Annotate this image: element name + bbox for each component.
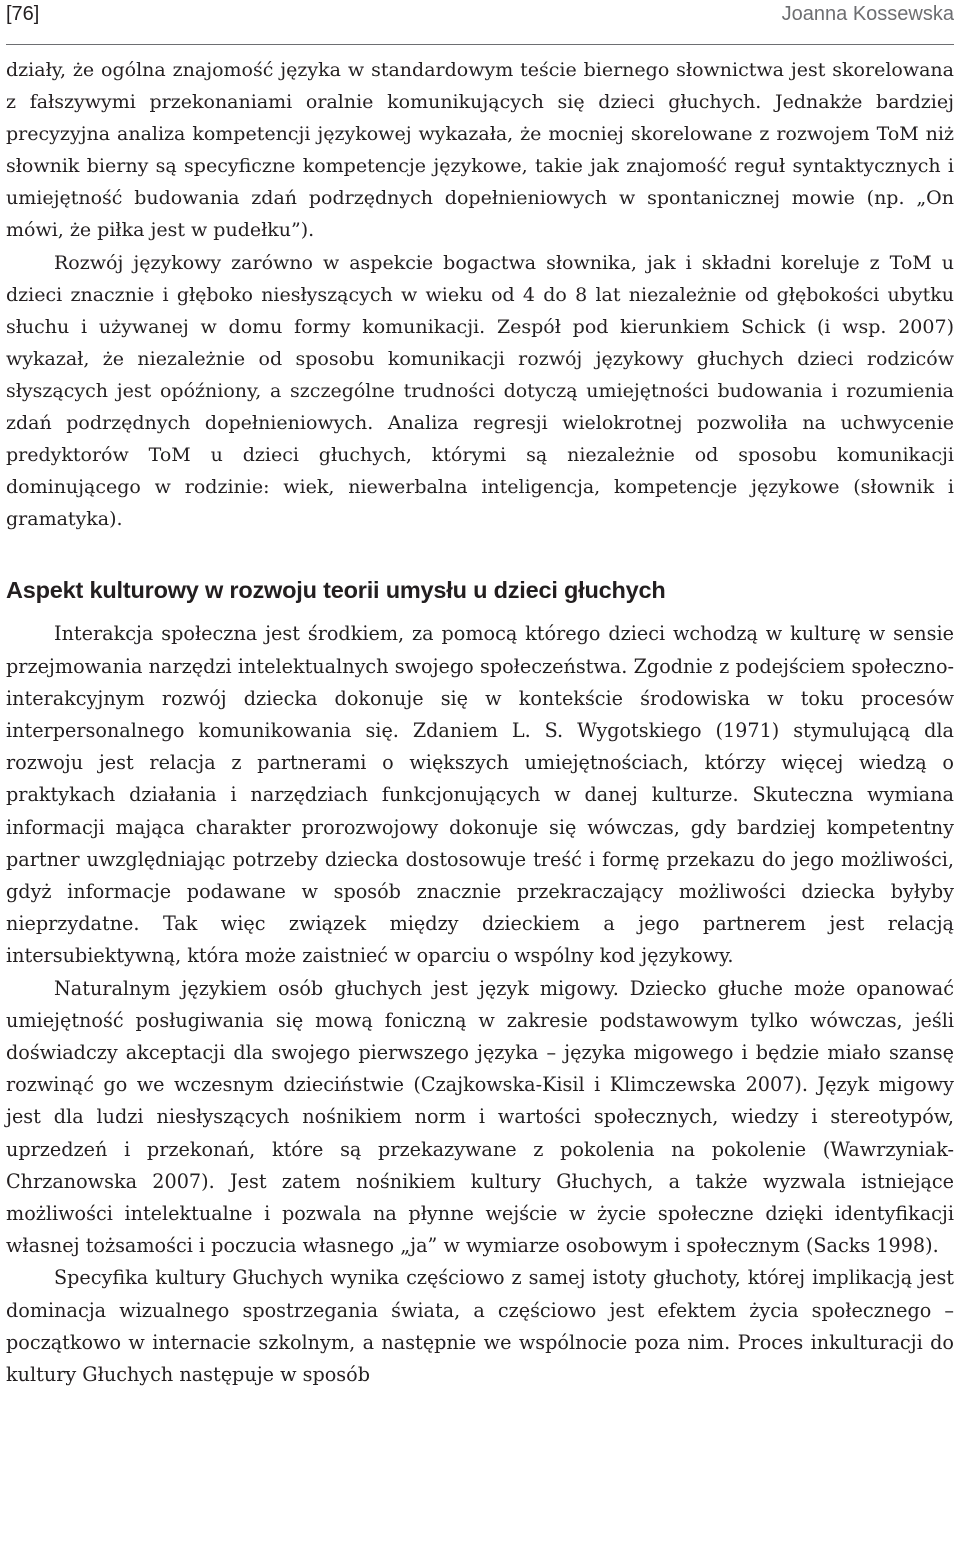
paragraph-social-interaction: Interakcja społeczna jest środkiem, za pomocą którego dzieci wchodzą w kulturę w sensie przejmowania narzędzi intelektualnych swojego społeczeństwa. Zgodnie z podejściem społeczno-interakcyjnym rozwój dziecka dokonuje się w kontekście środowiska w toku procesów interpersonalnego komunikowania się. Zdaniem L. S. Wygotskiego (1971) stymulującą dla rozwoju jest relacja z partnerami o większych umiejętnościach, którzy więcej wiedzą o praktykach działania i narzędziach funkcjonujących w danej kulturze. Skuteczna wymiana informacji mająca charakter prorozwojowy dokonuje się wówczas, gdy bardziej kompetentny partner uwzględniając potrzeby dziecka dostosowuje treść i formę przekazu do jego możliwości, gdyż informacje podawane w sposób znacznie przekraczający możliwości dziecka byłyby nieprzydatne. Tak więc związek między dzieckiem a jego partnerem jest relacją intersubiektywną, która może zaistnieć w oparciu o wspólny kod językowy. xyxy=(6,622,954,968)
paragraph-language-development: Rozwój językowy zarówno w aspekcie bogactwa słownika, jak i składni koreluje z ToM u dzieci znacznie i głęboko niesłyszących w wieku od 4 do 8 lat niezależnie od głębokości ubytku słuchu i używanej w domu formy komunikacji. Zespół pod kierunkiem Schick (i wsp. 2007) wykazał, że niezależnie od sposobu komunikacji rozwój językowy głuchych dzieci rodziców słyszących jest opóźniony, a szczególne trudności dotyczą umiejętności budowania i rozumienia zdań podrzędnych dopełnieniowych. Analiza regresji wielokrotnej pozwoliła na uchwycenie predyktorów ToM u dzieci głuchych, którymi są niezależnie od sposobu komunikacji dominującego w rodzinie: wiek, niewerbalna inteligencja, kompetencje językowe (słownik i gramatyka). xyxy=(6,251,954,531)
book-page xyxy=(6,0,954,1391)
section-two xyxy=(6,618,954,1391)
running-head-author: Joanna Kossewska xyxy=(781,3,954,25)
paragraph-sign-language: Naturalnym językiem osób głuchych jest język migowy. Dziecko głuche może opanować umiejętność posługiwania się mową foniczną w zakresie podstawowym tylko wówczas, jeśli doświadczy akceptacji dla swojego pierwszego języka – języka migowego i będzie miało szansę rozwinąć go we wczesnym dzieciństwie (Czajkowska-Kisil i Klimczewska 2007). Język migowy jest dla ludzi niesłyszących nośnikiem norm i wartości społecznych, wiedzy i stereotypów, uprzedzeń i przekonań, które są przekazywane z pokolenia na pokolenie (Wawrzyniak-Chrzanowska 2007). Jest zatem nośnikiem kultury Głuchych, a także wyzwala istniejące możliwości intelektualne i pozwala na płynne wejście w życie społeczne dzięki identyfikacji własnej tożsamości i poczucia własnego „ja” w wymiarze osobowym i społecznym (Sacks 1998). xyxy=(6,976,954,1258)
section-one xyxy=(6,54,954,535)
running-head xyxy=(6,0,954,45)
section-heading: Aspekt kulturowy w rozwoju teorii umysłu u dzieci głuchych xyxy=(6,577,666,604)
continuation-paragraph: działy, że ogólna znajomość języka w standardowym teście biernego słownictwa jest skorelowana z fałszywymi przekonaniami oralnie komunikujących się dzieci głuchych. Jednakże bardziej precyzyjna analiza kompetencji językowej wykazała, że mocniej skorelowane z rozwojem ToM niż słownik bierny są specyficzne kompetencje językowe, takie jak znajomość reguł syntaktycznych i umiejętność budowania zdań podrzędnych dopełnieniowych w spontanicznej mowie (np. „On mówi, że piłka jest w pudełku”). xyxy=(6,59,954,242)
paragraph-deaf-culture: Specyfika kultury Głuchych wynika częściowo z samej istoty głuchoty, której implikacją jest dominacja wizualnego spostrzegania świata, a częściowo jest efektem życia społecznego – początkowo w internacie szkolnym, a następnie we wspólnocie poza nim. Proces inkulturacji do kultury Głuchych następuje w sposób xyxy=(6,1266,954,1387)
page-number: [76] xyxy=(6,3,40,25)
